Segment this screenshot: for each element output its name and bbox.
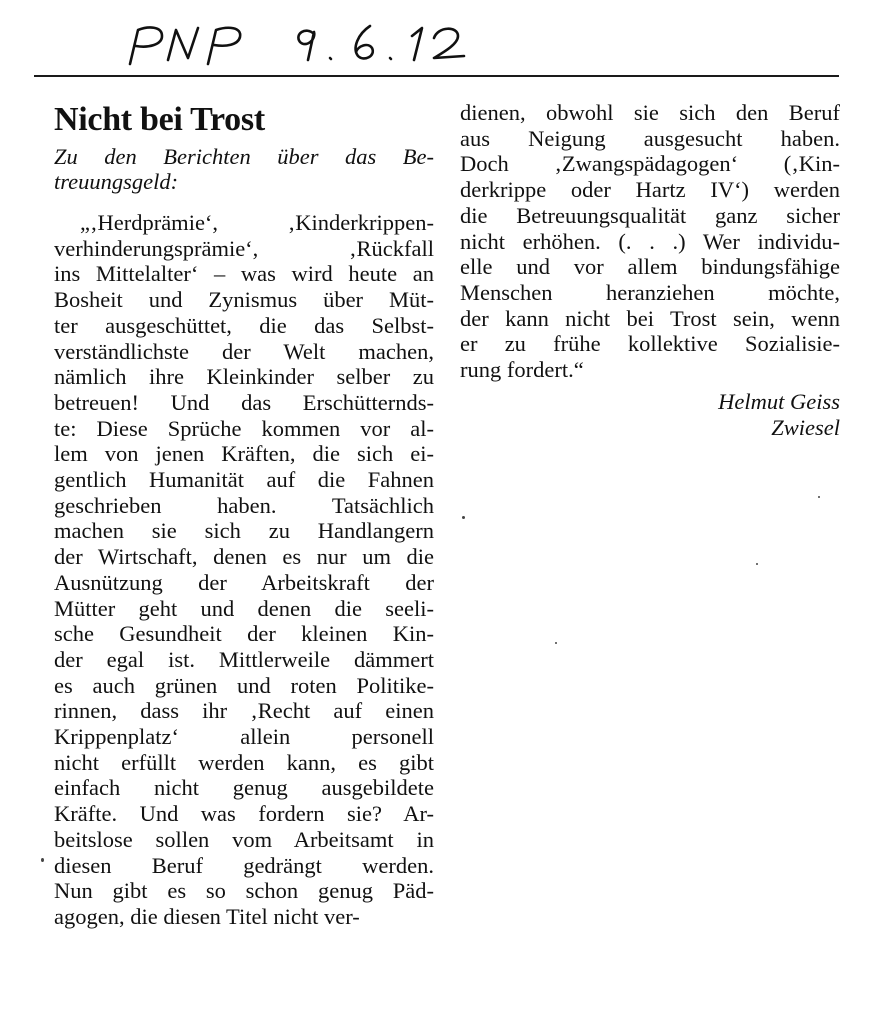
intro-line: treuungsgeld:	[54, 169, 179, 194]
scan-speck	[555, 642, 557, 644]
body-line: er zu frühe kollektive Sozialisie-	[460, 331, 840, 357]
body-line: te: Diese Sprüche kommen vor al-	[54, 415, 434, 441]
left-column	[54, 100, 434, 930]
scan-speck	[818, 496, 820, 498]
body-line: derkrippe oder Hartz IV‘) werden	[460, 177, 840, 203]
body-line: betreuen! Und das Erschütternds-	[54, 389, 434, 415]
body-line: die Betreuungsqualität ganz sicher	[460, 202, 840, 228]
body-line: Mütter geht und denen die seeli-	[54, 595, 434, 621]
right-column	[460, 100, 840, 441]
header-rule	[34, 75, 839, 77]
intro-line: Zu den Berichten über das Be-	[54, 144, 434, 169]
body-line: geschrieben haben. Tatsächlich	[54, 492, 434, 518]
body-line: es auch grünen und roten Politike-	[54, 672, 434, 698]
body-line: Bosheit und Zynismus über Müt-	[54, 287, 434, 313]
article-body-left	[54, 210, 434, 930]
body-line: der Wirtschaft, denen es nur um die	[54, 544, 434, 570]
body-line: nämlich ihre Kleinkinder selber zu	[54, 364, 434, 390]
body-line: der kann nicht bei Trost sein, wenn	[460, 305, 840, 331]
scan-speck	[462, 516, 465, 519]
body-line: gentlich Humanität auf die Fahnen	[54, 467, 434, 493]
body-line: Ausnützung der Arbeitskraft der	[54, 569, 434, 595]
body-line: „‚Herdprämie‘, ‚Kinderkrippen-	[80, 210, 434, 235]
body-line: der egal ist. Mittlerweile dämmert	[54, 646, 434, 672]
body-line: diesen Beruf gedrängt werden.	[54, 852, 434, 878]
body-line: aus Neigung ausgesucht haben.	[460, 125, 840, 151]
body-line: Krippenplatz‘ allein personell	[54, 724, 434, 750]
author-place: Zwiesel	[771, 414, 840, 440]
article-intro	[54, 144, 434, 194]
body-line: verhinderungsprämie‘, ‚Rückfall	[54, 235, 434, 261]
body-line: agogen, die diesen Titel nicht ver-	[54, 903, 360, 929]
body-line: Doch ‚Zwangspädagogen‘ (‚Kin-	[460, 151, 840, 177]
letter-signature	[460, 389, 840, 441]
body-line: ins Mittelalter‘ – was wird heute an	[54, 261, 434, 287]
scan-speck	[41, 858, 44, 862]
body-line: machen sie sich zu Handlangern	[54, 518, 434, 544]
body-line: verständlichste der Welt machen,	[54, 338, 434, 364]
body-line: Kräfte. Und was fordern sie? Ar-	[54, 801, 434, 827]
article-headline: Nicht bei Trost	[54, 101, 265, 138]
author-name: Helmut Geiss	[718, 388, 840, 414]
handwritten-date-note	[118, 12, 518, 72]
body-line: einfach nicht genug ausgebildete	[54, 775, 434, 801]
body-line: lem von jenen Kräften, die sich ei-	[54, 441, 434, 467]
body-line: rinnen, dass ihr ‚Recht auf einen	[54, 698, 434, 724]
body-line: Menschen heranziehen möchte,	[460, 279, 840, 305]
body-line: Nun gibt es so schon genug Päd-	[54, 878, 434, 904]
body-line: ter ausgeschüttet, die das Selbst-	[54, 312, 434, 338]
body-line: rung fordert.“	[460, 357, 584, 383]
body-line: elle und vor allem bindungsfähige	[460, 254, 840, 280]
body-line: dienen, obwohl sie sich den Beruf	[460, 100, 840, 125]
body-line: sche Gesundheit der kleinen Kin-	[54, 621, 434, 647]
body-line: nicht erhöhen. (. . .) Wer individu-	[460, 228, 840, 254]
article-body-right	[460, 100, 840, 383]
body-line: nicht erfüllt werden kann, es gibt	[54, 749, 434, 775]
body-line: beitslose sollen vom Arbeitsamt in	[54, 826, 434, 852]
scan-speck	[756, 563, 758, 565]
